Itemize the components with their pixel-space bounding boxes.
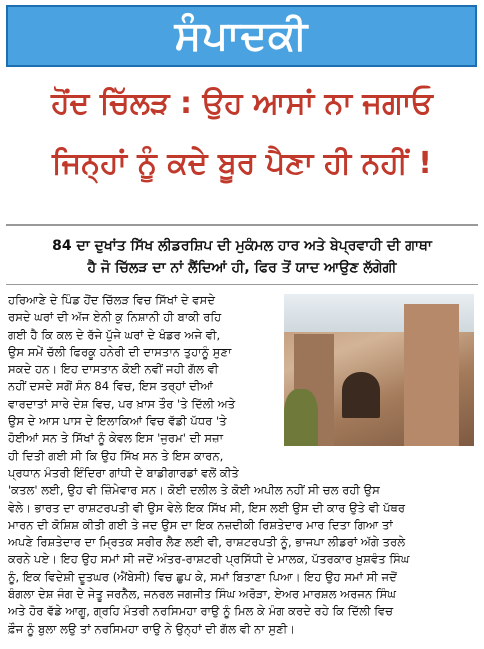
divider [6,224,478,226]
section-banner [6,5,477,67]
body-line: ਫ਼ੌਜ ਨੂੰ ਬੁਲਾ ਲਉ ਤਾਂ ਨਰਸਿਮਹਾ ਰਾਉ ਨੇ ਉਨ੍ਹਾਂ ਦੀ ਗੱਲ ਵੀ ਨਾ ਸੁਣੀ। [8,621,295,636]
headline-line-1: ਹੋਂਦ ਚਿੱਲੜ : ਉਹ ਆਸਾਂ ਨਾ ਜਗਾਓ [51,86,433,121]
article-body [8,292,476,638]
body-line: ਗਈ ਹੈ ਕਿ ਕਲ ਦੇ ਰੱਜੇ ਪੁੱਜੇ ਘਰਾਂ ਦੇ ਖੰਡਰ ਅਜੇ ਵੀ, [8,327,221,342]
body-line: ਮਾਰਨ ਦੀ ਕੋਸ਼ਿਸ਼ ਕੀਤੀ ਗਈ ਤੇ ਜਦ ਉਸ ਦਾ ਇਕ ਨਜ਼ਦੀਕੀ ਰਿਸ਼ਤੇਦਾਰ ਮਾਰ ਦਿਤਾ ਗਿਆ ਤਾਂ [8,517,393,532]
body-line: ਸਕਦੇ ਹਨ। ਇਹ ਦਾਸਤਾਨ ਕੋਈ ਨਵੀਂ ਜਹੀ ਗੱਲ ਵੀ [8,362,219,377]
body-line: ਰਸਦੇ ਘਰਾਂ ਦੀ ਅੱਜ ਏਨੀ ਕੁ ਨਿਸ਼ਾਨੀ ਹੀ ਬਾਕੀ ਰਹਿ [8,310,222,325]
body-line: ਵਾਰਦਾਤਾਂ ਸਾਰੇ ਦੇਸ਼ ਵਿਚ, ਪਰ ਖ਼ਾਸ ਤੌਰ 'ਤੇ ਦਿੱਲੀ ਅਤੇ [8,396,236,411]
body-line: ਹੀ ਦਿਤੀ ਗਈ ਸੀ ਕਿ ਉਹ ਸਿੱਖ ਸਨ ਤੇ ਇਸ ਕਾਰਨ, [8,448,224,463]
body-line: ਅਪਣੇ ਰਿਸ਼ਤੇਦਾਰ ਦਾ ਮ੍ਰਿਤਕ ਸਰੀਰ ਲੈਣ ਲਈ ਵੀ, ਰਾਸ਼ਟਰਪਤੀ ਨੂੰ, ਭਾਜਪਾ ਲੀਡਰਾਂ ਅੱਗੇ ਤਰਲੇ [8,535,406,550]
deck-line-1: 84 ਦਾ ਦੁਖਾਂਤ ਸਿੱਖ ਲੀਡਰਸ਼ਿਪ ਦੀ ਮੁਕੰਮਲ ਹਾਰ ਅਤੇ ਬੇਪ੍ਰਵਾਹੀ ਦੀ ਗਾਥਾ [52,238,432,254]
body-line: ਕਰਨੇ ਪਏ। ਇਹ ਉਹ ਸਮਾਂ ਸੀ ਜਦੋਂ ਅੰਤਰ-ਰਾਸ਼ਟਰੀ ਪ੍ਰਸਿੱਧੀ ਦੇ ਮਾਲਕ, ਪੱਤਰਕਾਰ ਖ਼ੁਸ਼ਵੰਤ ਸਿੰਘ [8,552,410,567]
section-title: ਸੰਪਾਦਕੀ [174,13,309,59]
body-line: ਉਸ ਸਮੇਂ ਚੱਲੀ ਫਿਰਕੂ ਹਨੇਰੀ ਦੀ ਦਾਸਤਾਨ ਤੁਹਾਨੂੰ ਸੁਣਾ [8,344,232,359]
body-line: ਉਸ ਦੇ ਆਸ ਪਾਸ ਦੇ ਇਲਾਕਿਆਂ ਵਿਚ ਵੱਡੀ ਪੱਧਰ 'ਤੇ [8,414,227,429]
body-line: ਨੂੰ, ਇਕ ਵਿਦੇਸ਼ੀ ਦੂਤਘਰ (ਐਂਬੇਸੀ) ਵਿਚ ਛੁਪ ਕੇ, ਸਮਾਂ ਬਿਤਾਣਾ ਪਿਆ। ਇਹ ਉਹ ਸਮਾਂ ਸੀ ਜਦੋਂ [8,569,397,584]
body-line: ਪ੍ਰਧਾਨ ਮੰਤਰੀ ਇੰਦਿਰਾ ਗਾਂਧੀ ਦੇ ਬਾਡੀਗਾਰਡਾਂ ਵਲੋਂ ਕੀਤੇ [8,465,239,480]
body-line: ਨਹੀਂ ਦਸਦੇ ਸਗੋਂ ਸੰਨ 84 ਵਿਚ, ਇਸ ਤਰ੍ਹਾਂ ਦੀਆਂ [8,379,214,394]
body-line: ਹਰਿਆਣੇ ਦੇ ਪਿੰਡ ਹੋਂਦ ਚਿੱਲੜ ਵਿਚ ਸਿੱਖਾਂ ਦੇ ਵਸਦੇ [8,293,216,307]
body-line: ਬੰਗਲਾ ਦੇਸ਼ ਜੰਗ ਦੇ ਜੇਤੂ ਜਰਨੈਲ, ਜਨਰਲ ਜਗਜੀਤ ਸਿੰਘ ਅਰੋੜਾ, ਏਅਰ ਮਾਰਸ਼ਲ ਅਰਜਨ ਸਿੰਘ [8,587,396,602]
divider [6,284,478,285]
body-line: ਹੋਈਆਂ ਸਨ ਤੇ ਸਿੱਖਾਂ ਨੂੰ ਕੇਵਲ ਇਸ 'ਜੁਰਮ' ਦੀ ਸਜ਼ਾ [8,431,224,446]
body-line: ਵੇਲੇ। ਭਾਰਤ ਦਾ ਰਾਸ਼ਟਰਪਤੀ ਵੀ ਉਸ ਵੇਲੇ ਇਕ ਸਿੱਖ ਸੀ, ਇਸ ਲਈ ਉਸ ਦੀ ਕਾਰ ਉਤੇ ਵੀ ਪੱਥਰ [8,500,406,515]
body-line: 'ਕਤਲ' ਲਈ, ਉਹ ਵੀ ਜ਼ਿੰਮੇਵਾਰ ਸਨ। ਕੋਈ ਦਲੀਲ ਤੇ ਕੋਈ ਅਪੀਲ ਨਹੀਂ ਸੀ ਚਲ ਰਹੀ ਉਸ [8,483,380,498]
headline-line-2: ਜਿਨ੍ਹਾਂ ਨੂੰ ਕਦੇ ਬੂਰ ਪੈਣਾ ਹੀ ਨਹੀਂ ! [52,146,432,181]
body-line: ਅਤੇ ਹੋਰ ਵੱਡੇ ਆਗੂ, ਗ੍ਰਹਿ ਮੰਤਰੀ ਨਰਸਿਮਹਾ ਰਾਉ ਨੂੰ ਮਿਲ ਕੇ ਮੰਗ ਕਰਦੇ ਰਹੇ ਕਿ ਦਿੱਲੀ ਵਿਚ [8,604,394,619]
deck-line-2: ਹੈ ਜੋ ਚਿੱਲੜ ਦਾ ਨਾਂ ਲੈਂਦਿਆਂ ਹੀ, ਫਿਰ ਤੋਂ ਯਾਦ ਆਉਣ ਲੱਗੇਗੀ [87,260,397,276]
